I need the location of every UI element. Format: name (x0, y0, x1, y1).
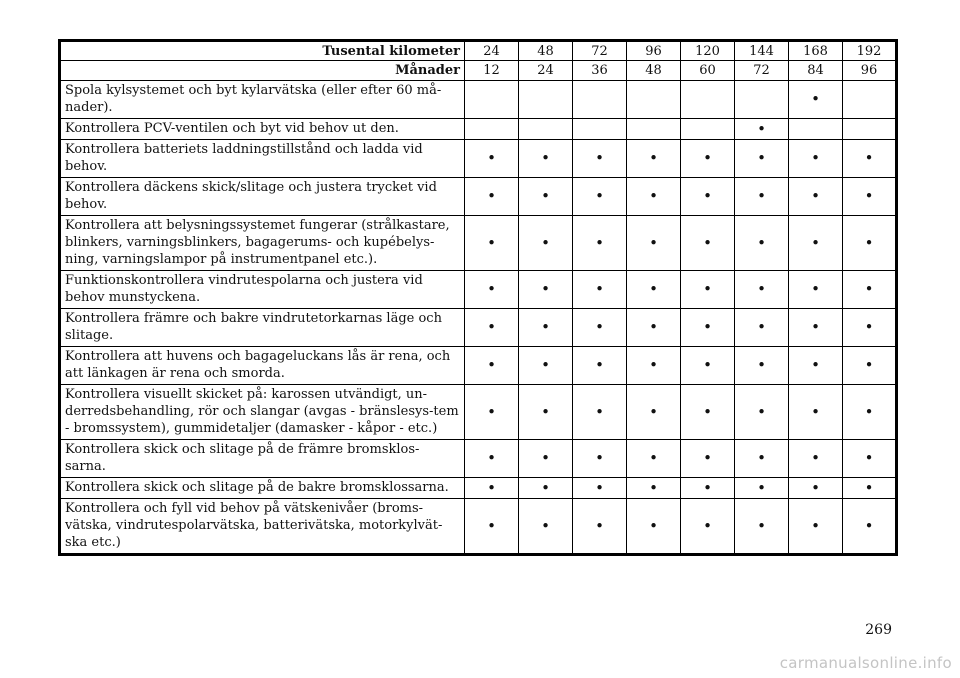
bullet-icon: • (595, 478, 604, 497)
bullet-icon: • (487, 478, 496, 497)
bullet-icon: • (595, 449, 604, 467)
bullet-icon: • (864, 318, 874, 336)
bullet-icon: • (811, 149, 820, 167)
check-dot-cell (573, 440, 627, 478)
empty-cell (573, 81, 627, 119)
check-dot-cell (681, 309, 735, 347)
check-dot-cell (519, 140, 573, 178)
check-dot-cell (681, 478, 735, 499)
bullet-icon: • (595, 318, 604, 336)
bullet-icon: • (811, 356, 820, 374)
bullet-icon: • (757, 402, 766, 421)
table-row (60, 385, 897, 440)
bullet-icon: • (703, 149, 712, 167)
bullet-icon: • (595, 187, 604, 205)
bullet-icon: • (541, 233, 550, 252)
km-header-cell: 24 (465, 41, 519, 61)
bullet-icon: • (595, 356, 604, 374)
check-dot-cell (573, 499, 627, 555)
bullet-icon: • (703, 187, 712, 205)
bullet-icon: • (703, 516, 712, 535)
bullet-icon: • (541, 356, 550, 374)
bullet-icon: • (864, 280, 874, 298)
table-row (60, 81, 897, 119)
bullet-icon: • (757, 233, 766, 252)
empty-cell (843, 81, 897, 119)
check-dot-cell (573, 385, 627, 440)
check-dot-cell (465, 178, 519, 216)
bullet-icon: • (649, 402, 658, 421)
bullet-icon: • (757, 449, 766, 467)
month-header-cell: 12 (465, 61, 519, 81)
task-description: Kontrollera skick och slitage på de främre bromsklos-sarna. (60, 440, 465, 478)
check-dot-cell (681, 347, 735, 385)
table-row (60, 347, 897, 385)
bullet-icon: • (487, 149, 496, 167)
check-dot-cell (519, 309, 573, 347)
check-dot-cell (789, 271, 843, 309)
bullet-icon: • (703, 356, 712, 374)
task-description: Kontrollera främre och bakre vindrutetorkarnas läge och slitage. (60, 309, 465, 347)
bullet-icon: • (811, 478, 820, 497)
bullet-icon: • (757, 516, 766, 535)
table-row (60, 140, 897, 178)
bullet-icon: • (811, 449, 820, 467)
km-header-cell: 192 (843, 41, 897, 61)
empty-cell (735, 81, 789, 119)
bullet-icon: • (703, 402, 712, 421)
bullet-icon: • (757, 149, 766, 167)
check-dot-cell (681, 178, 735, 216)
bullet-icon: • (703, 449, 712, 467)
check-dot-cell (519, 178, 573, 216)
bullet-icon: • (703, 280, 712, 298)
page-number: 269 (865, 622, 892, 638)
check-dot-cell (789, 440, 843, 478)
check-dot-cell (627, 385, 681, 440)
task-description: Kontrollera och fyll vid behov på vätskenivåer (broms-vätska, vindrutespolarvätska, batterivätska, motorkylvät-ska etc.) (60, 499, 465, 555)
km-header-cell: 168 (789, 41, 843, 61)
check-dot-cell (681, 440, 735, 478)
check-dot-cell (789, 178, 843, 216)
check-dot-cell (681, 271, 735, 309)
check-dot-cell (735, 309, 789, 347)
bullet-icon: • (811, 402, 820, 421)
task-description: Spola kylsystemet och byt kylarvätska (eller efter 60 må-nader). (60, 81, 465, 119)
check-dot-cell (573, 309, 627, 347)
check-dot-cell (789, 81, 843, 119)
check-dot-cell (735, 271, 789, 309)
bullet-icon: • (487, 187, 496, 205)
check-dot-cell (735, 440, 789, 478)
km-header-cell: 120 (681, 41, 735, 61)
empty-cell (843, 119, 897, 140)
check-dot-cell (681, 140, 735, 178)
table-row (60, 478, 897, 499)
bullet-icon: • (649, 233, 658, 252)
bullet-icon: • (487, 449, 496, 467)
bullet-icon: • (757, 318, 766, 336)
bullet-icon: • (649, 280, 658, 298)
check-dot-cell (519, 347, 573, 385)
check-dot-cell (627, 499, 681, 555)
check-dot-cell (843, 216, 897, 271)
check-dot-cell (843, 440, 897, 478)
empty-cell (573, 119, 627, 140)
bullet-icon: • (757, 478, 766, 497)
check-dot-cell (573, 271, 627, 309)
empty-cell (519, 81, 573, 119)
bullet-icon: • (649, 449, 658, 467)
bullet-icon: • (649, 149, 658, 167)
bullet-icon: • (595, 280, 604, 298)
check-dot-cell (789, 347, 843, 385)
check-dot-cell (681, 385, 735, 440)
check-dot-cell (735, 478, 789, 499)
check-dot-cell (843, 347, 897, 385)
month-header-cell: 72 (735, 61, 789, 81)
bullet-icon: • (649, 318, 658, 336)
check-dot-cell (789, 216, 843, 271)
check-dot-cell (573, 478, 627, 499)
bullet-icon: • (649, 187, 658, 205)
task-description: Kontrollera batteriets laddningstillstånd och ladda vid behov. (60, 140, 465, 178)
month-header-cell: 36 (573, 61, 627, 81)
empty-cell (627, 81, 681, 119)
month-header-cell: 48 (627, 61, 681, 81)
maintenance-schedule-table (58, 39, 898, 556)
bullet-icon: • (649, 356, 658, 374)
empty-cell (627, 119, 681, 140)
task-rows (60, 81, 897, 555)
km-header-cell: 96 (627, 41, 681, 61)
check-dot-cell (843, 140, 897, 178)
bullet-icon: • (811, 187, 820, 205)
month-header-cell: 24 (519, 61, 573, 81)
check-dot-cell (519, 216, 573, 271)
bullet-icon: • (864, 402, 874, 421)
bullet-icon: • (487, 356, 496, 374)
check-dot-cell (627, 309, 681, 347)
task-description: Kontrollera skick och slitage på de bakre bromsklossarna. (60, 478, 465, 499)
check-dot-cell (843, 309, 897, 347)
task-description: Kontrollera PCV-ventilen och byt vid behov ut den. (60, 119, 465, 140)
bullet-icon: • (864, 478, 874, 497)
check-dot-cell (843, 385, 897, 440)
bullet-icon: • (487, 516, 496, 535)
month-header-label: Månader (60, 61, 465, 81)
table-row (60, 440, 897, 478)
check-dot-cell (735, 119, 789, 140)
bullet-icon: • (595, 149, 604, 167)
task-description: Funktionskontrollera vindrutespolarna och justera vid behov munstyckena. (60, 271, 465, 309)
bullet-icon: • (864, 516, 874, 535)
bullet-icon: • (703, 233, 712, 252)
bullet-icon: • (864, 233, 874, 252)
task-description: Kontrollera att belysningssystemet fungerar (strålkastare, blinkers, varningsblinkers, bagagerums- och kupébelys-ning, varningslampor på instrumentpanel etc.). (60, 216, 465, 271)
bullet-icon: • (811, 318, 820, 336)
bullet-icon: • (811, 90, 820, 108)
km-header-cell: 144 (735, 41, 789, 61)
table-row (60, 499, 897, 555)
check-dot-cell (519, 385, 573, 440)
bullet-icon: • (703, 318, 712, 336)
check-dot-cell (519, 271, 573, 309)
empty-cell (681, 119, 735, 140)
check-dot-cell (627, 347, 681, 385)
month-header-cell: 84 (789, 61, 843, 81)
check-dot-cell (789, 385, 843, 440)
bullet-icon: • (864, 449, 874, 467)
month-header-cell: 96 (843, 61, 897, 81)
bullet-icon: • (595, 516, 604, 535)
bullet-icon: • (864, 149, 874, 167)
km-header-cell: 72 (573, 41, 627, 61)
check-dot-cell (465, 140, 519, 178)
check-dot-cell (465, 385, 519, 440)
bullet-icon: • (595, 402, 604, 421)
table-row (60, 309, 897, 347)
empty-cell (519, 119, 573, 140)
month-header-cell: 60 (681, 61, 735, 81)
bullet-icon: • (757, 356, 766, 374)
bullet-icon: • (541, 187, 550, 205)
check-dot-cell (789, 309, 843, 347)
empty-cell (789, 119, 843, 140)
bullet-icon: • (811, 233, 820, 252)
watermark: carmanualsonline.info (779, 654, 952, 672)
check-dot-cell (627, 216, 681, 271)
check-dot-cell (573, 178, 627, 216)
bullet-icon: • (649, 478, 658, 497)
check-dot-cell (735, 216, 789, 271)
check-dot-cell (465, 440, 519, 478)
check-dot-cell (573, 347, 627, 385)
bullet-icon: • (487, 233, 496, 252)
table-row (60, 271, 897, 309)
task-description: Kontrollera att huvens och bagageluckans lås är rena, och att länkagen är rena och smorda. (60, 347, 465, 385)
bullet-icon: • (541, 149, 550, 167)
bullet-icon: • (541, 402, 550, 421)
task-description: Kontrollera däckens skick/slitage och justera trycket vid behov. (60, 178, 465, 216)
bullet-icon: • (757, 187, 766, 205)
bullet-icon: • (864, 356, 874, 374)
check-dot-cell (627, 440, 681, 478)
bullet-icon: • (541, 318, 550, 336)
check-dot-cell (519, 440, 573, 478)
check-dot-cell (519, 478, 573, 499)
check-dot-cell (465, 271, 519, 309)
check-dot-cell (465, 478, 519, 499)
bullet-icon: • (757, 119, 766, 138)
bullet-icon: • (541, 280, 550, 298)
bullet-icon: • (757, 280, 766, 298)
bullet-icon: • (487, 318, 496, 336)
table-row (60, 119, 897, 140)
empty-cell (465, 81, 519, 119)
empty-cell (681, 81, 735, 119)
bullet-icon: • (811, 280, 820, 298)
check-dot-cell (627, 178, 681, 216)
check-dot-cell (627, 271, 681, 309)
empty-cell (465, 119, 519, 140)
check-dot-cell (681, 499, 735, 555)
check-dot-cell (843, 271, 897, 309)
check-dot-cell (789, 499, 843, 555)
check-dot-cell (735, 347, 789, 385)
table-row (60, 216, 897, 271)
task-description: Kontrollera visuellt skicket på: karossen utvändigt, un-derredsbehandling, rör och slangar (avgas - bränslesys-tem - bromssystem), gummidetaljer (damasker - kåpor - etc.) (60, 385, 465, 440)
table-row (60, 178, 897, 216)
check-dot-cell (465, 347, 519, 385)
bullet-icon: • (487, 402, 496, 421)
check-dot-cell (627, 478, 681, 499)
check-dot-cell (465, 216, 519, 271)
bullet-icon: • (649, 516, 658, 535)
check-dot-cell (735, 140, 789, 178)
bullet-icon: • (541, 516, 550, 535)
check-dot-cell (789, 140, 843, 178)
check-dot-cell (465, 499, 519, 555)
bullet-icon: • (541, 478, 550, 497)
check-dot-cell (465, 309, 519, 347)
check-dot-cell (735, 385, 789, 440)
check-dot-cell (843, 499, 897, 555)
check-dot-cell (519, 499, 573, 555)
bullet-icon: • (487, 280, 496, 298)
km-header-cell: 48 (519, 41, 573, 61)
month-header-row (60, 61, 897, 81)
check-dot-cell (735, 178, 789, 216)
bullet-icon: • (595, 233, 604, 252)
check-dot-cell (573, 140, 627, 178)
check-dot-cell (735, 499, 789, 555)
check-dot-cell (573, 216, 627, 271)
check-dot-cell (681, 216, 735, 271)
check-dot-cell (627, 140, 681, 178)
bullet-icon: • (811, 516, 820, 535)
km-header-label: Tusental kilometer (60, 41, 465, 61)
check-dot-cell (843, 178, 897, 216)
bullet-icon: • (541, 449, 550, 467)
km-header-row (60, 41, 897, 61)
bullet-icon: • (703, 478, 712, 497)
check-dot-cell (789, 478, 843, 499)
bullet-icon: • (864, 187, 874, 205)
check-dot-cell (843, 478, 897, 499)
